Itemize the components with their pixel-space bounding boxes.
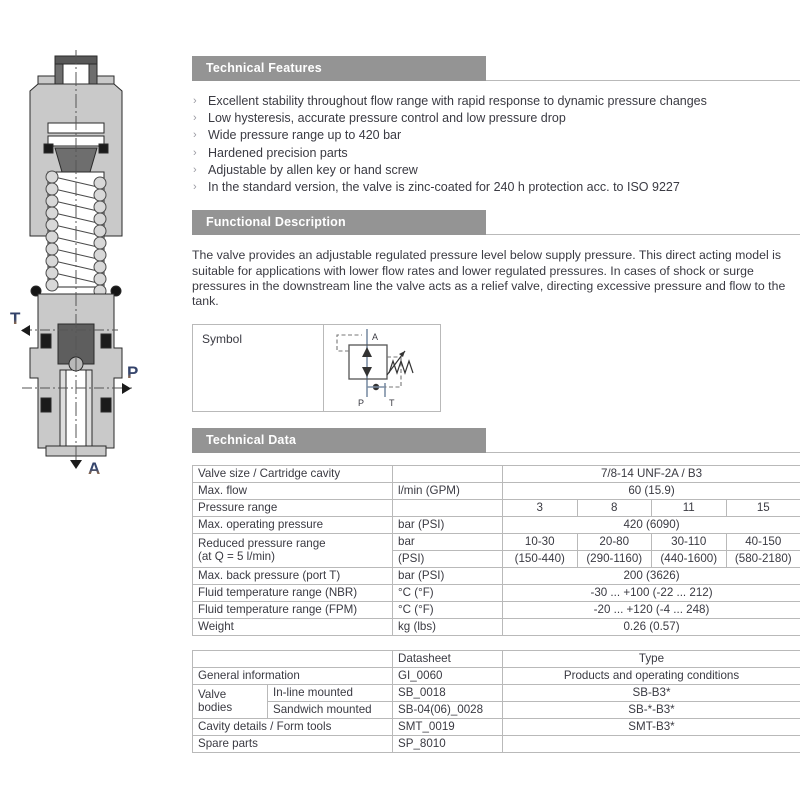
row-label: Cavity details / Form tools bbox=[193, 718, 393, 735]
chevron-right-icon: › bbox=[193, 95, 197, 107]
section-rule bbox=[486, 80, 800, 81]
row-label: Valve bodies bbox=[193, 684, 268, 718]
section-title-technical-data: Technical Data bbox=[192, 428, 486, 453]
chevron-right-icon: › bbox=[193, 146, 197, 159]
row-value: -30 ... +100 (-22 ... 212) bbox=[503, 584, 800, 601]
port-label-a: A bbox=[88, 459, 101, 478]
row-value: 40-150 bbox=[726, 533, 800, 550]
datasheet-table bbox=[192, 650, 800, 753]
row-type bbox=[503, 735, 800, 752]
section-rule bbox=[486, 234, 800, 235]
row-unit: l/min (GPM) bbox=[393, 482, 503, 499]
list-item-label: Hardened precision parts bbox=[208, 145, 348, 160]
row-value: 420 (6090) bbox=[503, 516, 800, 533]
row-label: Max. flow bbox=[193, 482, 393, 499]
row-datasheet: SP_8010 bbox=[393, 735, 503, 752]
row-label: Pressure range bbox=[193, 499, 393, 516]
section-header-technical-data bbox=[192, 428, 800, 453]
row-unit: bar (PSI) bbox=[393, 516, 503, 533]
row-value: 200 (3626) bbox=[503, 567, 800, 584]
column-header-blank bbox=[193, 650, 393, 667]
row-value: 60 (15.9) bbox=[503, 482, 800, 499]
row-unit bbox=[393, 499, 503, 516]
row-label: Weight bbox=[193, 618, 393, 635]
section-title-functional-description: Functional Description bbox=[192, 210, 486, 235]
row-unit: bar bbox=[393, 533, 503, 550]
row-label: Valve size / Cartridge cavity bbox=[193, 465, 393, 482]
column-header-datasheet: Datasheet bbox=[393, 650, 503, 667]
row-value: -20 ... +120 (-4 ... 248) bbox=[503, 601, 800, 618]
row-datasheet: SB_0018 bbox=[393, 684, 503, 701]
row-label-line2: (at Q = 5 l/min) bbox=[198, 549, 275, 563]
chevron-right-icon: › bbox=[193, 129, 197, 142]
list-item bbox=[192, 145, 800, 162]
section-title-technical-features: Technical Features bbox=[192, 56, 486, 81]
section-rule bbox=[486, 452, 800, 453]
list-item bbox=[192, 179, 800, 196]
table-row bbox=[193, 584, 800, 601]
row-datasheet: SMT_0019 bbox=[393, 718, 503, 735]
row-unit: °C (°F) bbox=[393, 601, 503, 618]
port-label-t: T bbox=[10, 309, 21, 328]
list-item-label: Excellent stability throughout flow range with rapid response to dynamic pressure changes bbox=[208, 94, 707, 108]
table-row bbox=[193, 482, 800, 499]
row-label: Spare parts bbox=[193, 735, 393, 752]
table-row bbox=[193, 601, 800, 618]
row-sublabel: In-line mounted bbox=[268, 684, 393, 701]
section-header-technical-features bbox=[192, 56, 800, 81]
symbol-diagram bbox=[324, 325, 440, 411]
table-row bbox=[193, 516, 800, 533]
table-row bbox=[193, 684, 800, 701]
list-item bbox=[192, 93, 800, 110]
technical-features-list bbox=[192, 93, 800, 196]
row-value: 10-30 bbox=[503, 533, 578, 550]
table-row bbox=[193, 667, 800, 684]
row-unit: kg (lbs) bbox=[393, 618, 503, 635]
list-item-label: Low hysteresis, accurate pressure control and low pressure drop bbox=[208, 111, 566, 126]
content-column bbox=[192, 56, 800, 753]
datasheet-table-wrapper bbox=[192, 650, 800, 753]
row-label: General information bbox=[193, 667, 393, 684]
row-value: 8 bbox=[577, 499, 652, 516]
list-item-label: Adjustable by allen key or hand screw bbox=[208, 162, 418, 177]
functional-description-paragraph: The valve provides an adjustable regulated pressure level below supply pressure. This direct acting model is suitable for applications with lower flow rates and lower regulated pressures. In cases of shock or surge pressures in the downstream line the valve acts as a relief valve, directing excessive pressure and flow to the tank. bbox=[192, 248, 786, 309]
table-header-row bbox=[193, 650, 800, 667]
row-unit bbox=[393, 465, 503, 482]
table-row bbox=[193, 701, 800, 718]
valve-cross-section-drawing bbox=[0, 48, 190, 508]
list-item-label: Wide pressure range up to 420 bar bbox=[208, 128, 402, 143]
row-value: 15 bbox=[726, 499, 800, 516]
row-type: SB-*-B3* bbox=[503, 701, 800, 718]
table-row bbox=[193, 533, 800, 550]
row-label bbox=[193, 533, 393, 567]
table-row bbox=[193, 567, 800, 584]
row-datasheet: SB-04(06)_0028 bbox=[393, 701, 503, 718]
row-value: (440-1600) bbox=[652, 550, 727, 567]
symbol-box bbox=[192, 324, 441, 412]
symbol-label: Symbol bbox=[193, 325, 324, 411]
column-header-type: Type bbox=[503, 650, 800, 667]
row-sublabel: Sandwich mounted bbox=[268, 701, 393, 718]
list-item bbox=[192, 127, 800, 144]
list-item-label: In the standard version, the valve is zinc-coated for 240 h protection acc. to ISO 9227 bbox=[208, 180, 680, 195]
symbol-port-t-label: T bbox=[389, 397, 395, 408]
list-item bbox=[192, 162, 800, 179]
symbol-port-p-label: P bbox=[358, 397, 365, 408]
row-unit: (PSI) bbox=[393, 550, 503, 567]
row-label-line1: Reduced pressure range bbox=[198, 536, 326, 550]
row-value: (580-2180) bbox=[726, 550, 800, 567]
row-label: Max. operating pressure bbox=[193, 516, 393, 533]
table-row bbox=[193, 499, 800, 516]
technical-data-table bbox=[192, 465, 800, 636]
row-type: Products and operating conditions bbox=[503, 667, 800, 684]
row-label: Fluid temperature range (NBR) bbox=[193, 584, 393, 601]
table-row bbox=[193, 735, 800, 752]
row-value: (290-1160) bbox=[577, 550, 652, 567]
row-value: 11 bbox=[652, 499, 727, 516]
table-row bbox=[193, 465, 800, 482]
list-item bbox=[192, 110, 800, 127]
row-value: 0.26 (0.57) bbox=[503, 618, 800, 635]
row-unit: °C (°F) bbox=[393, 584, 503, 601]
table-row bbox=[193, 718, 800, 735]
section-header-functional-description bbox=[192, 210, 800, 235]
row-unit: bar (PSI) bbox=[393, 567, 503, 584]
port-label-p: P bbox=[127, 363, 139, 382]
row-type: SB-B3* bbox=[503, 684, 800, 701]
symbol-port-a-label: A bbox=[372, 331, 379, 342]
row-value: 30-110 bbox=[652, 533, 727, 550]
row-label: Fluid temperature range (FPM) bbox=[193, 601, 393, 618]
row-value: (150-440) bbox=[503, 550, 578, 567]
table-row bbox=[193, 618, 800, 635]
row-datasheet: GI_0060 bbox=[393, 667, 503, 684]
chevron-right-icon: › bbox=[193, 112, 197, 125]
technical-data-table-wrapper bbox=[192, 465, 800, 636]
chevron-right-icon: › bbox=[193, 181, 197, 194]
row-label: Max. back pressure (port T) bbox=[193, 567, 393, 584]
row-value: 7/8-14 UNF-2A / B3 bbox=[503, 465, 800, 482]
row-value: 20-80 bbox=[577, 533, 652, 550]
row-type: SMT-B3* bbox=[503, 718, 800, 735]
row-value: 3 bbox=[503, 499, 578, 516]
chevron-right-icon: › bbox=[193, 163, 197, 176]
